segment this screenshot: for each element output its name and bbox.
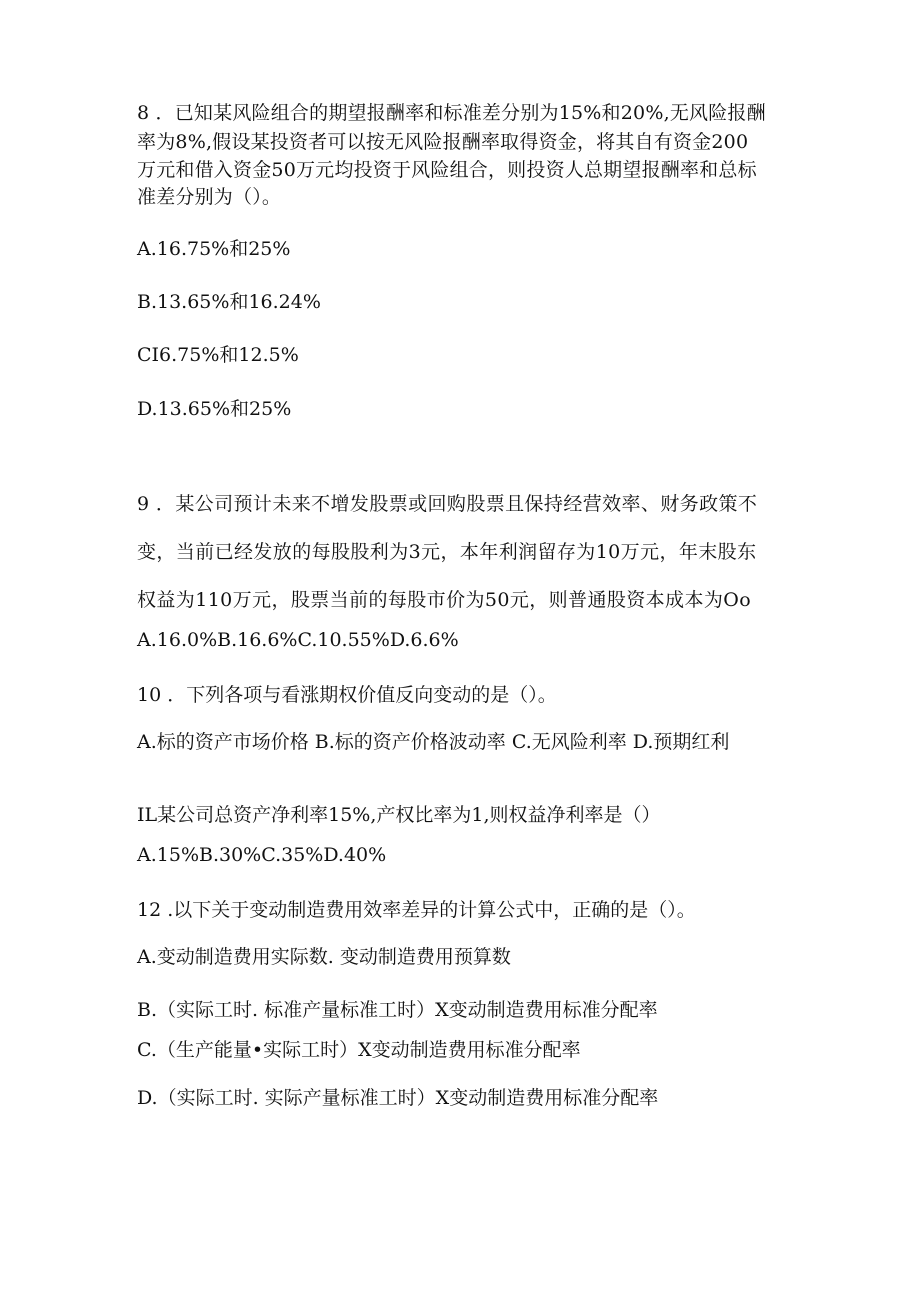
q10-stem: 10 ．下列各项与看涨期权价值反向变动的是（）。 xyxy=(137,684,557,706)
q8-option-d: D.13.65%和25% xyxy=(137,398,292,420)
q12-stem: 12 .以下关于变动制造费用效率差异的计算公式中，正确的是（）。 xyxy=(137,899,696,921)
q11-options: A.15%B.30%C.35%D.40% xyxy=(137,844,387,866)
q8-stem-line-3: 万元和借入资金50万元均投资于风险组合，则投资人总期望报酬率和总标 xyxy=(137,159,757,181)
q8-stem-line-1: 8 ．已知某风险组合的期望报酬率和标准差分别为15%和20%,无风险报酬 xyxy=(137,102,766,124)
q11-stem: IL某公司总资产净利率15%,产权比率为1,则权益净利率是（） xyxy=(137,804,661,826)
q9-stem-line-3: 权益为110万元，股票当前的每股市价为50元，则普通股资本成本为Oo xyxy=(137,589,752,611)
q8-option-c: CI6.75%和12.5% xyxy=(137,344,299,366)
q9-stem-line-1: 9 ．某公司预计未来不增发股票或回购股票且保持经营效率、财务政策不 xyxy=(137,493,758,515)
q8-option-b: B.13.65%和16.24% xyxy=(137,291,321,313)
q12-option-c: C.（生产能量•实际工时）X变动制造费用标准分配率 xyxy=(137,1039,581,1061)
q8-stem-line-4: 准差分别为（）。 xyxy=(137,186,282,208)
q12-option-d: D.（实际工时. 实际产量标准工时）X变动制造费用标准分配率 xyxy=(137,1087,659,1109)
q9-stem-line-2: 变，当前已经发放的每股股利为3元，本年利润留存为10万元，年末股东 xyxy=(137,541,757,563)
q8-option-a: A.16.75%和25% xyxy=(137,238,291,260)
q12-option-b: B.（实际工时. 标准产量标准工时）X变动制造费用标准分配率 xyxy=(137,999,658,1021)
q9-options: A.16.0%B.16.6%C.10.55%D.6.6% xyxy=(137,629,459,651)
q8-stem-line-2: 率为8%,假设某投资者可以按无风险报酬率取得资金，将其自有资金200 xyxy=(137,131,749,153)
q12-option-a: A.变动制造费用实际数. 变动制造费用预算数 xyxy=(137,946,511,968)
q10-options: A.标的资产市场价格 B.标的资产价格波动率 C.无风险利率 D.预期红利 xyxy=(137,731,730,753)
